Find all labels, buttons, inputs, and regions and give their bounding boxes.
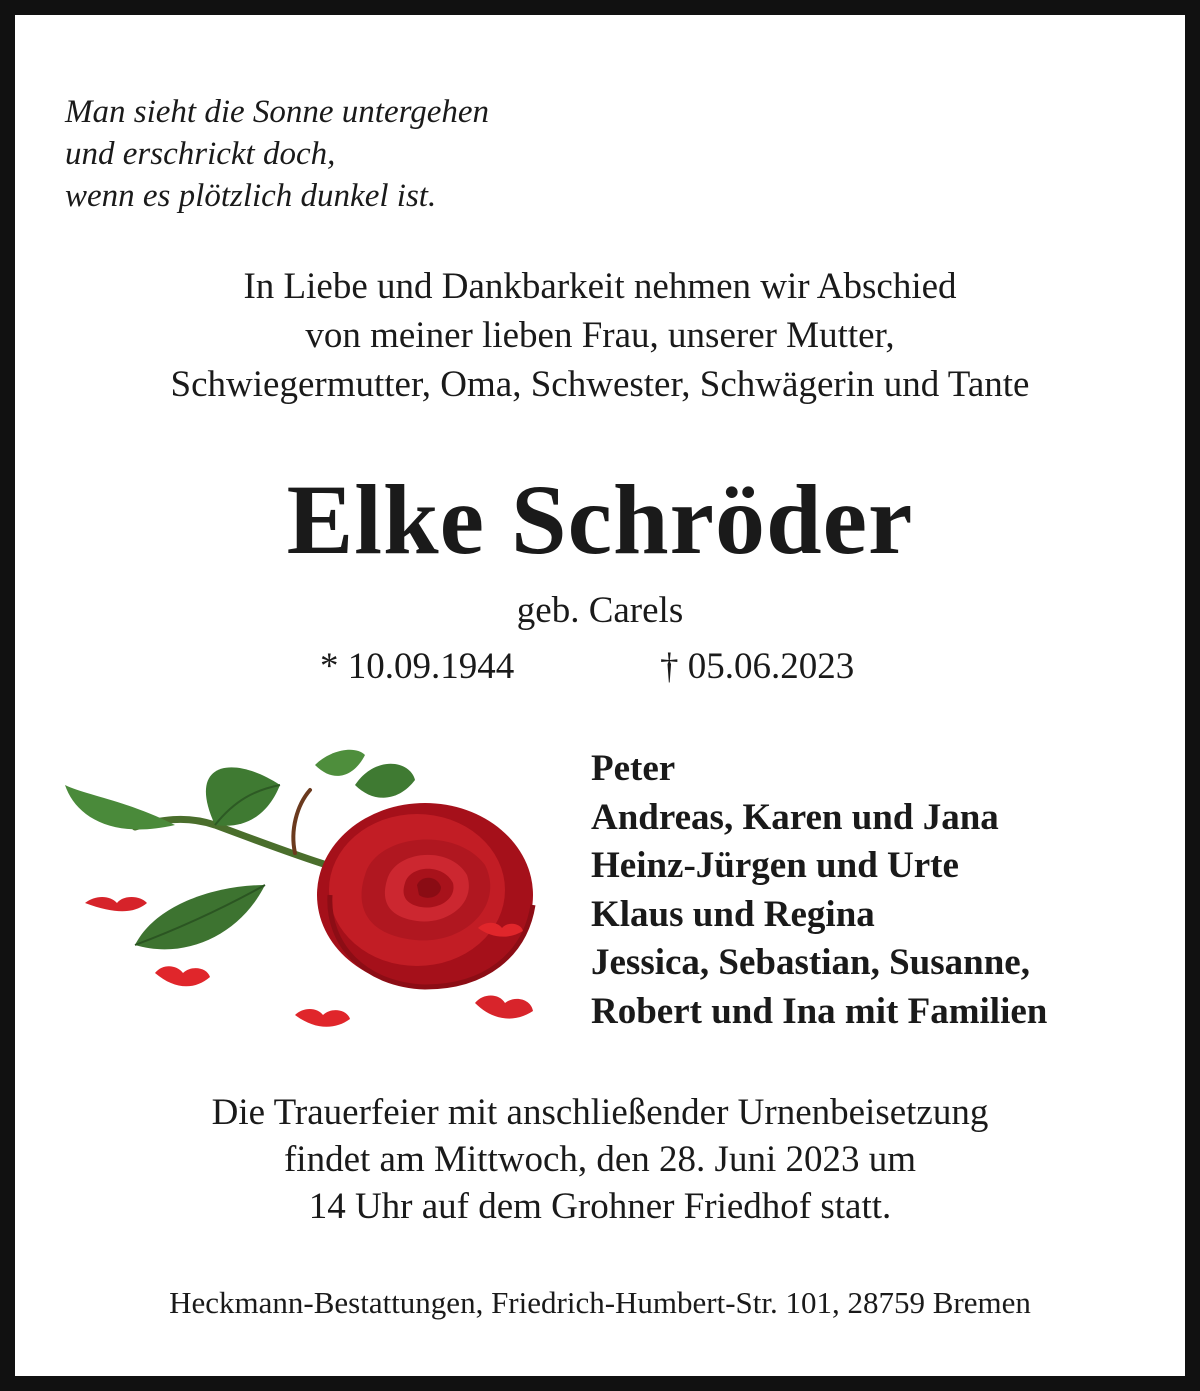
- poem-line: Man sieht die Sonne untergehen: [65, 94, 490, 130]
- service-line: 14 Uhr auf dem Grohner Friedhof statt.: [308, 1186, 892, 1227]
- service-line: findet am Mittwoch, den 28. Juni 2023 um: [283, 1139, 917, 1180]
- service-line: Die Trauerfeier mit anschließender Urnenbeisetzung: [211, 1092, 989, 1133]
- mourner-line: Jessica, Sebastian, Susanne,: [591, 942, 1030, 983]
- mourner-line: Robert und Ina mit Familien: [591, 990, 1048, 1032]
- rose-with-hearts-illustration: [65, 745, 565, 1045]
- mourner-line: Klaus und Regina: [591, 893, 875, 935]
- birth-date: * 10.09.1944: [320, 646, 515, 687]
- poem-quote: [65, 91, 489, 217]
- funeral-service-info: [15, 1089, 1185, 1230]
- mourner-line: Andreas, Karen und Jana: [591, 796, 999, 838]
- maiden-name: geb. Carels: [516, 590, 684, 631]
- death-date: † 05.06.2023: [660, 646, 855, 687]
- poem-line: und erschrickt doch,: [65, 136, 336, 172]
- farewell-intro: [15, 262, 1185, 409]
- rose-image: [65, 745, 565, 1045]
- intro-line: Schwiegermutter, Oma, Schwester, Schwägerin und Tante: [170, 364, 1030, 405]
- intro-line: von meiner lieben Frau, unserer Mutter,: [305, 315, 895, 356]
- mourners-list: [591, 745, 1047, 1036]
- mourner-line: Peter: [591, 748, 676, 789]
- mourner-line: Heinz-Jürgen und Urte: [591, 845, 959, 886]
- deceased-name: Elke Schröder: [286, 464, 914, 575]
- poem-line: wenn es plötzlich dunkel ist.: [65, 178, 437, 214]
- intro-line: In Liebe und Dankbarkeit nehmen wir Abschied: [243, 266, 957, 307]
- undertaker-address: Heckmann-Bestattungen, Friedrich-Humbert-Str. 101, 28759 Bremen: [169, 1285, 1031, 1320]
